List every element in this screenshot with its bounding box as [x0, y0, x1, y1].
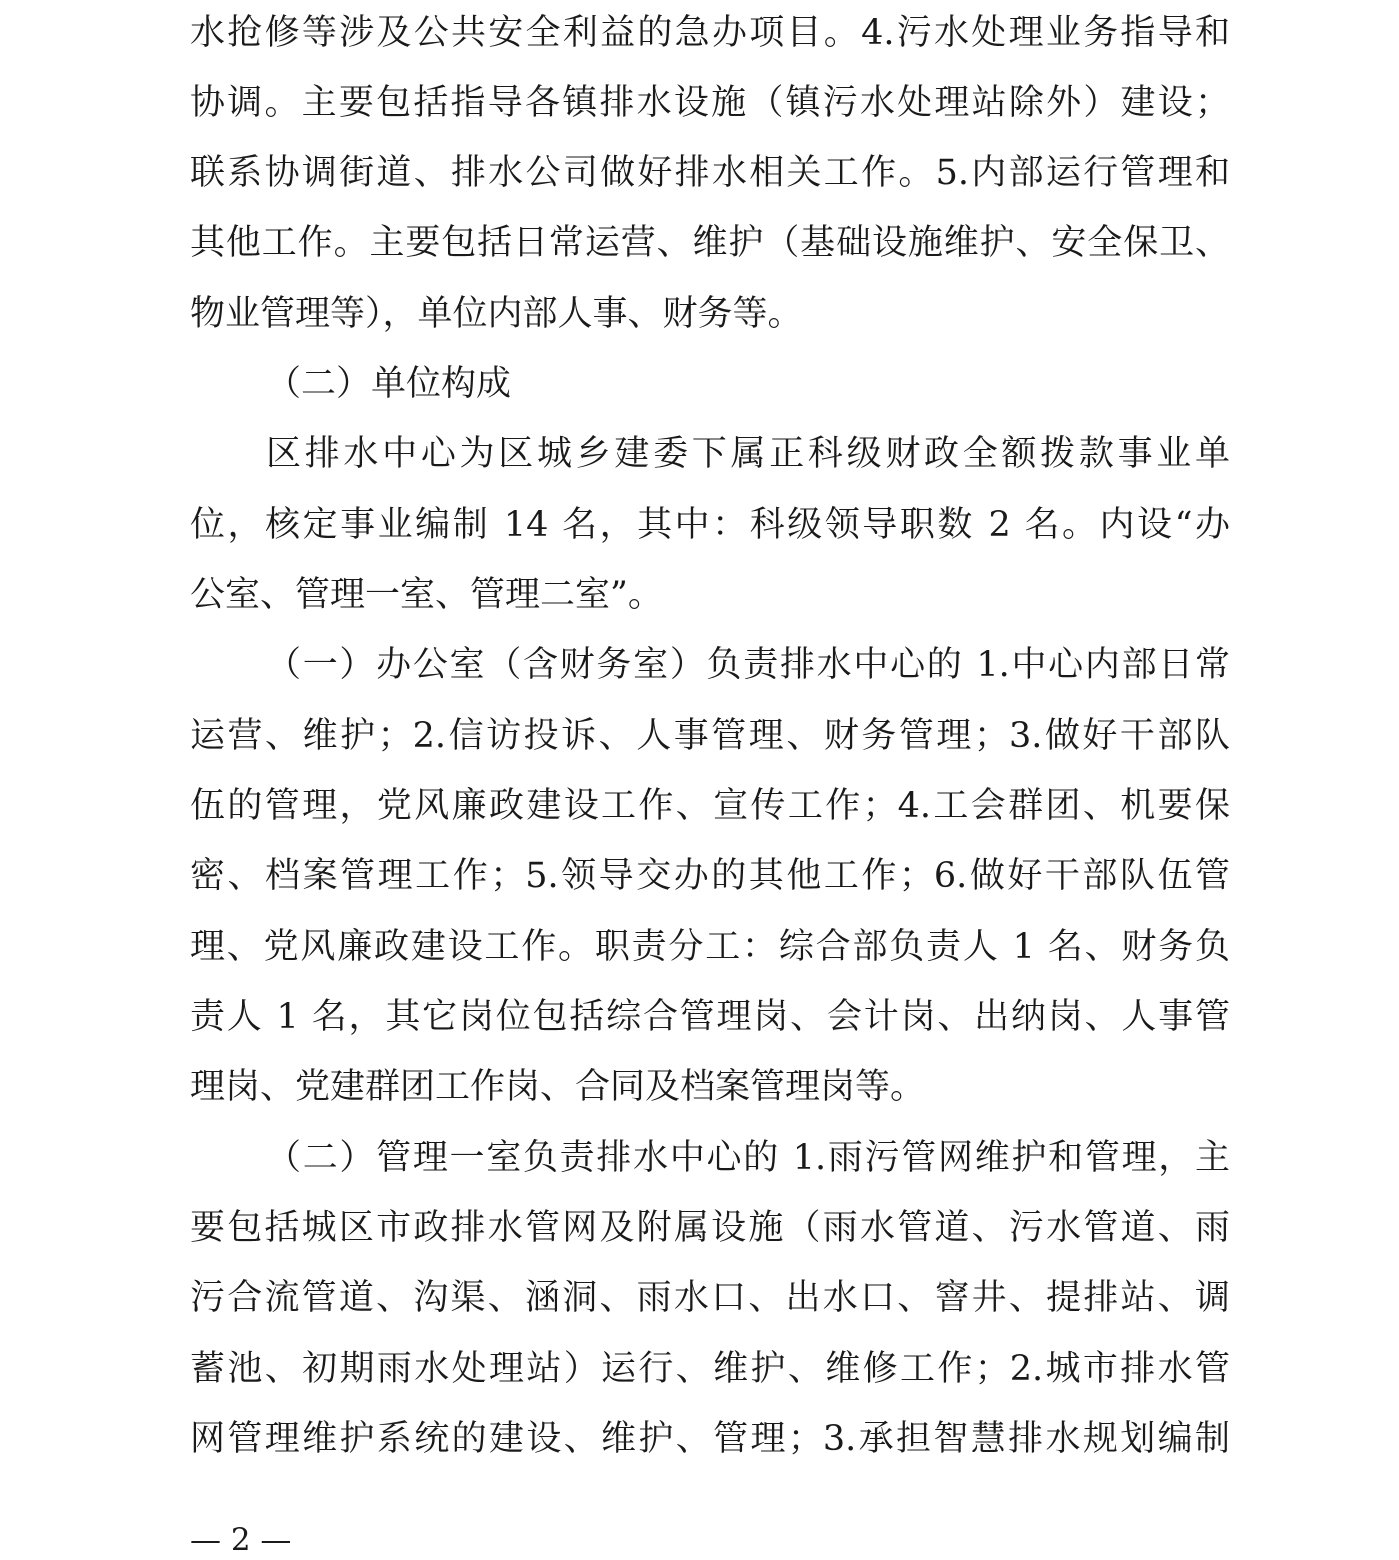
text-line: 区排水中心为区城乡建委下属正科级财政全额拨款事业单 — [266, 434, 1230, 474]
text-line: 蓄池、初期雨水处理站）运行、维护、维修工作；2.城市排水管 — [190, 1349, 1230, 1389]
text-line: 责人 1 名，其它岗位包括综合管理岗、会计岗、出纳岗、人事管 — [190, 997, 1230, 1037]
text-line: 理岗、党建群团工作岗、合同及档案管理岗等。 — [190, 1067, 926, 1107]
text-line: 公室、管理一室、管理二室”。 — [190, 575, 663, 615]
text-line: 理、党风廉政建设工作。职责分工：综合部负责人 1 名、财务负 — [190, 927, 1230, 967]
text-line: 水抢修等涉及公共安全利益的急办项目。4.污水处理业务指导和 — [190, 13, 1230, 53]
text-line: 网管理维护系统的建设、维护、管理；3.承担智慧排水规划编制 — [190, 1419, 1230, 1459]
text-line: 运营、维护；2.信访投诉、人事管理、财务管理；3.做好干部队 — [190, 716, 1230, 756]
text-line: 其他工作。主要包括日常运营、维护（基础设施维护、安全保卫、 — [190, 223, 1230, 263]
text-line: 伍的管理，党风廉政建设工作、宣传工作；4.工会群团、机要保 — [190, 786, 1230, 826]
text-line: 密、档案管理工作；5.领导交办的其他工作；6.做好干部队伍管 — [190, 856, 1230, 896]
section-heading: （二）单位构成 — [266, 364, 512, 404]
text-line: 物业管理等），单位内部人事、财务等。 — [190, 294, 803, 334]
text-line: （一）办公室（含财务室）负责排水中心的 1.中心内部日常 — [266, 645, 1230, 685]
text-line: 联系协调街道、排水公司做好排水相关工作。5.内部运行管理和 — [190, 153, 1230, 193]
text-line: 位，核定事业编制 14 名，其中：科级领导职数 2 名。内设“办 — [190, 505, 1230, 545]
text-line: 要包括城区市政排水管网及附属设施（雨水管道、污水管道、雨 — [190, 1208, 1230, 1248]
text-line: （二）管理一室负责排水中心的 1.雨污管网维护和管理，主 — [266, 1138, 1230, 1178]
page-number: — 2 — — [190, 1522, 292, 1558]
text-line: 污合流管道、沟渠、涵洞、雨水口、出水口、窨井、提排站、调 — [190, 1278, 1230, 1318]
text-line: 协调。主要包括指导各镇排水设施（镇污水处理站除外）建设； — [190, 83, 1230, 123]
